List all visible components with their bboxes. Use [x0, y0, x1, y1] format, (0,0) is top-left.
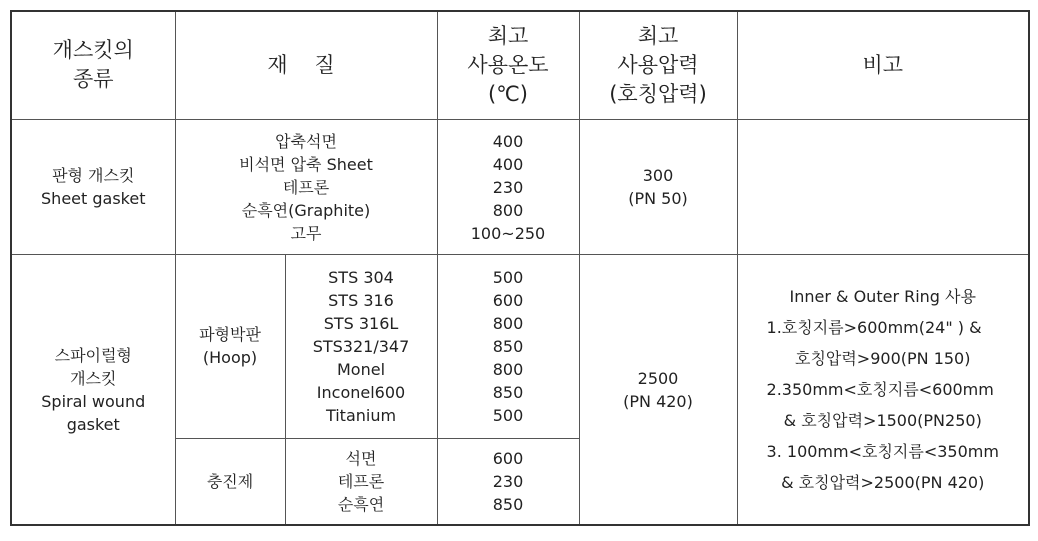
- header-text-line: 사용온도: [467, 52, 549, 77]
- hoop-materials: [285, 255, 437, 439]
- header-text-line: 최고: [487, 23, 529, 48]
- remark-line: 1.호칭지름>600mm(24" ) &: [766, 318, 982, 338]
- temp-value: 400: [492, 131, 524, 151]
- sheet-gasket-materials: [175, 119, 437, 254]
- material-item: 비석면 압축 Sheet: [239, 154, 373, 174]
- temp-value: 850: [492, 336, 524, 356]
- material-item: 석면: [345, 448, 377, 468]
- hoop-label: [175, 255, 285, 439]
- sheet-gasket-remarks: [737, 119, 1029, 254]
- pressure-value: (PN 50): [628, 189, 688, 209]
- hoop-temps: [437, 255, 579, 439]
- type-line: Sheet gasket: [41, 189, 146, 209]
- material-item: 테프론: [282, 177, 330, 197]
- remark-line: & 호칭압력>2500(PN 420): [781, 473, 985, 493]
- sub-label-line: 파형박판: [199, 325, 261, 345]
- header-text-line: (℃): [488, 81, 528, 106]
- temp-value: 500: [492, 267, 524, 287]
- remark-line: 호칭압력>900(PN 150): [794, 349, 971, 369]
- type-line: 판형 개스킷: [52, 166, 135, 186]
- type-line: Spiral wound: [41, 391, 146, 411]
- header-text-line: 최고: [637, 23, 679, 48]
- remark-line: Inner & Outer Ring 사용: [789, 287, 976, 307]
- temp-value: 850: [492, 494, 524, 514]
- type-line: 개스킷: [70, 368, 117, 388]
- header-remarks: [737, 11, 1029, 119]
- sheet-gasket-type: [11, 119, 175, 254]
- material-item: 순흑연(Graphite): [241, 200, 371, 220]
- remark-line: 2.350mm<호칭지름<600mm: [766, 380, 994, 400]
- temp-value: 100~250: [470, 223, 546, 243]
- header-max-temp: [437, 11, 579, 119]
- header-text-line: 재 질: [267, 52, 345, 77]
- temp-value: 230: [492, 177, 524, 197]
- temp-value: 600: [492, 290, 524, 310]
- filler-temps: [437, 438, 579, 525]
- temp-value: 800: [492, 200, 524, 220]
- material-item: Titanium: [325, 405, 397, 425]
- header-text-line: 개스킷의: [52, 38, 134, 63]
- pressure-value: 300: [642, 166, 674, 186]
- material-item: STS 316L: [323, 313, 399, 333]
- sheet-gasket-pressure: [579, 119, 737, 254]
- spiral-hoop-row: [11, 255, 1029, 439]
- filler-label: 충진제: [175, 438, 285, 525]
- remark-line: 3. 100mm<호칭지름<350mm: [766, 442, 999, 462]
- sub-label-line: (Hoop): [202, 348, 258, 368]
- material-item: 테프론: [337, 471, 385, 491]
- spiral-gasket-remarks: [737, 255, 1029, 525]
- remark-line: & 호칭압력>1500(PN250): [783, 411, 982, 431]
- temp-value: 800: [492, 359, 524, 379]
- material-item: 순흑연: [337, 494, 385, 514]
- header-gasket-type: [11, 11, 175, 119]
- filler-materials: [285, 438, 437, 525]
- header-text-line: 비고: [862, 52, 904, 77]
- type-line: gasket: [66, 414, 120, 434]
- material-item: STS 316: [328, 290, 394, 310]
- temp-value: 500: [492, 405, 524, 425]
- spiral-gasket-pressure: [579, 255, 737, 525]
- sheet-gasket-temps: [437, 119, 579, 254]
- header-row: [11, 11, 1029, 119]
- header-max-pressure: [579, 11, 737, 119]
- material-item: STS321/347: [312, 336, 410, 356]
- material-item: 고무: [290, 223, 322, 243]
- temp-value: 800: [492, 313, 524, 333]
- temp-value: 400: [492, 154, 524, 174]
- temp-value: 600: [492, 448, 524, 468]
- temp-value: 850: [492, 382, 524, 402]
- sheet-gasket-row: [11, 119, 1029, 254]
- pressure-value: (PN 420): [623, 391, 693, 411]
- header-material: [175, 11, 437, 119]
- header-text-line: (호칭압력): [609, 81, 707, 106]
- material-item: 압축석면: [275, 131, 337, 151]
- spiral-gasket-type: [11, 255, 175, 525]
- material-item: Inconel600: [316, 382, 406, 402]
- gasket-spec-table: [10, 10, 1030, 526]
- header-text-line: 종류: [72, 67, 114, 92]
- header-text-line: 사용압력: [617, 52, 699, 77]
- pressure-value: 2500: [637, 368, 679, 388]
- remarks-block: [767, 281, 999, 498]
- temp-value: 230: [492, 471, 524, 491]
- type-line: 스파이럴형: [54, 345, 132, 365]
- material-item: Monel: [336, 359, 386, 379]
- material-item: STS 304: [328, 267, 394, 287]
